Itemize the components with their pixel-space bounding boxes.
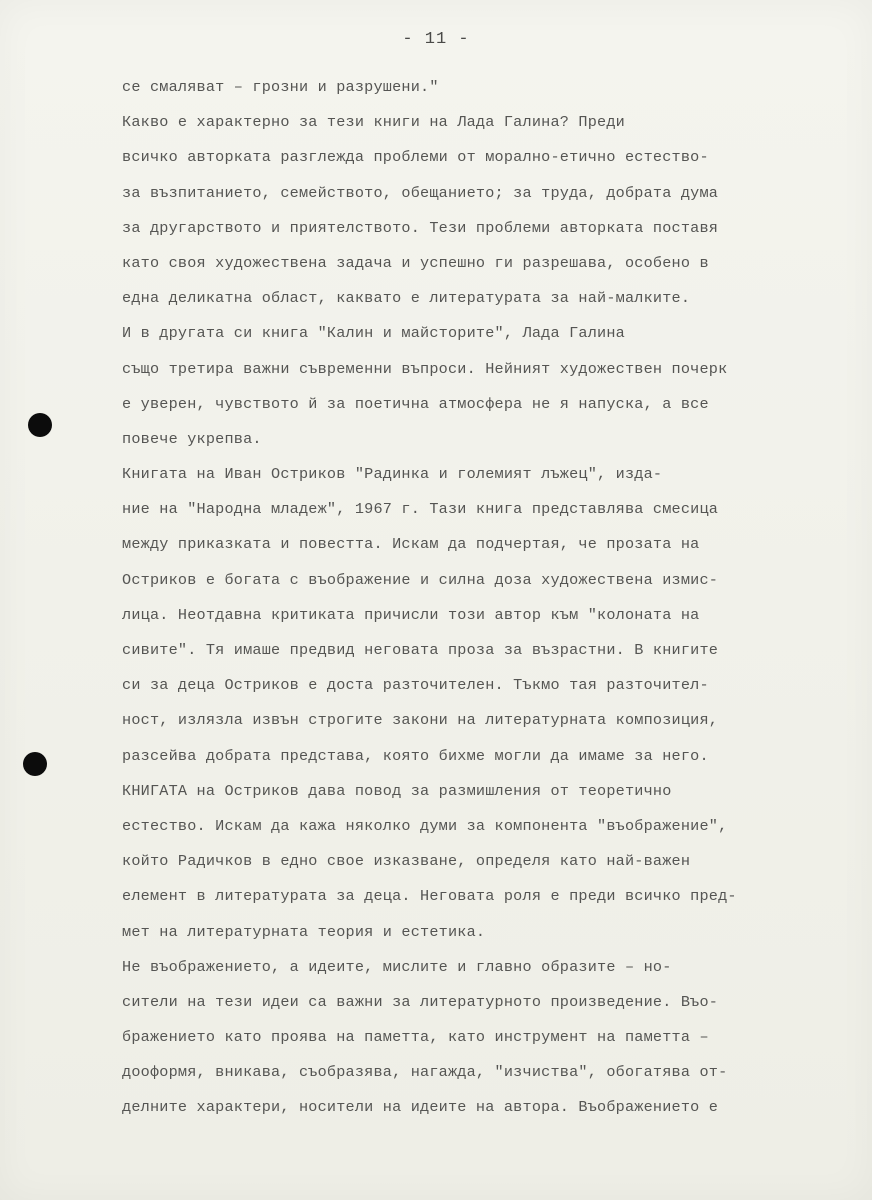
text-line: също третира важни съвременни въпроси. Нейният художествен почерк [122,359,728,378]
text-line: сители на тези идеи са важни за литературното произведение. Въо- [122,992,719,1011]
page-number: - 11 - [402,30,470,49]
text-line: всичко авторката разглежда проблеми от морално-етично естество- [122,148,709,167]
text-line: елемент в литературата за деца. Неговата роля е преди всичко пред- [122,887,737,906]
text-line: Какво е характерно за тези книги на Лада Галина? Преди [122,113,625,132]
text-line: КНИГАТА на Остриков дава повод за размишления от теоретично [122,781,672,800]
text-line: се смаляват – грозни и разрушени." [122,78,439,96]
text-line: като своя художествена задача и успешно ги разрешава, особено в [122,253,709,272]
text-line: дооформя, вникава, съобразява, нагажда, "изчиства", обогатява от- [122,1063,728,1082]
text-line: естество. Искам да кажа няколко думи за компонента "въображение", [122,816,728,835]
text-line: ние на "Народна младеж", 1967 г. Тази книга представлява смесица [122,500,719,519]
text-line: И в другата си книга "Калин и майсторите", Лада Галина [122,324,625,343]
text-line: Книгата на Иван Остриков "Радинка и големият лъжец", изда- [122,465,663,484]
text-line: за възпитанието, семейството, обещанието; за труда, добрата дума [122,183,719,202]
text-line: делните характери, носители на идеите на автора. Въображението е [122,1098,719,1117]
text-line: между приказката и повестта. Искам да подчертая, че прозата на [122,535,700,554]
text-line: Не въображението, а идеите, мислите и главно образите – но- [122,957,672,976]
text-line: Остриков е богата с въображение и силна доза художествена измис- [122,570,719,589]
text-line: е уверен, чувството й за поетична атмосфера не я напуска, а все [122,394,709,413]
text-line: бражението като проява на паметта, като инструмент на паметта – [122,1028,709,1047]
text-line: за другарството и приятелството. Тези проблеми авторката поставя [122,218,719,237]
text-line: сивите". Тя имаше предвид неговата проза за възрастни. В книгите [122,641,719,659]
text-line: си за деца Остриков е доста разточителен. Тъкмо тая разточител- [122,676,709,695]
typewritten-body [122,70,842,1126]
text-line: ност, излязла извън строгите закони на литературната композиция, [122,711,719,730]
punch-hole [28,413,52,437]
text-line: лица. Неотдавна критиката причисли този автор към "колоната на [122,605,700,624]
text-line: разсейва добрата представа, която бихме могли да имаме за него. [122,746,709,765]
text-line: повече укрепва. [122,429,262,448]
text-line: една деликатна област, каквато е литературата за най-малките. [122,289,691,308]
punch-hole [23,752,47,776]
text-line: който Радичков в едно свое изказване, определя като най-важен [122,852,691,871]
text-line: мет на литературната теория и естетика. [122,922,486,941]
